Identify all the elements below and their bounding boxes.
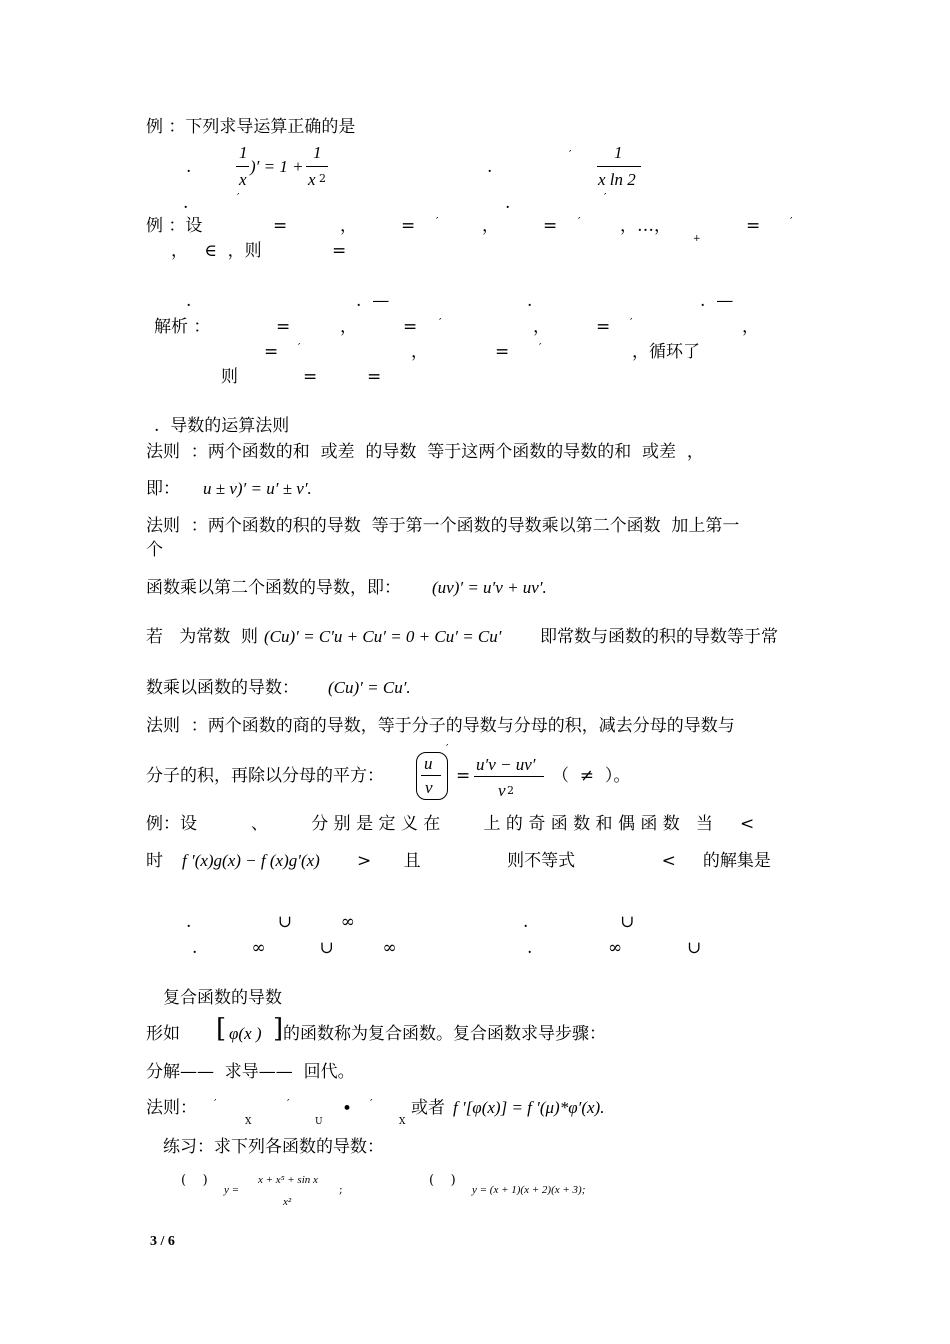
option-a-marker: .: [186, 291, 192, 311]
frac-denominator: x: [308, 170, 316, 189]
rule-3-text-line2: 分子的积，再除以分母的平方：: [146, 766, 384, 786]
comma: ，: [533, 317, 550, 337]
example-3-line2: > 且 则不等式 < 的解集是: [357, 851, 771, 871]
problem-1-y: y =: [224, 1184, 240, 1196]
comma: ，: [340, 216, 357, 236]
comma: ，: [411, 342, 428, 362]
subscript-plus: +: [693, 234, 701, 244]
rule-2-constant: 若 为常数 则: [146, 627, 259, 647]
prime-mark: ′: [446, 742, 449, 755]
subscript-u: U: [315, 1117, 323, 1127]
option-b-marker: .: [487, 157, 493, 177]
prime-mark: ′: [370, 1097, 373, 1110]
problem-1-denominator: x²: [283, 1196, 292, 1208]
option-c: . ∞ ∪ ∞: [192, 938, 397, 958]
right-bracket: ]: [273, 1014, 284, 1044]
example-3-formula: f ′(x)g(x) − f (x)g′(x): [182, 851, 320, 870]
equals-sign: =: [456, 766, 471, 786]
option-c-marker: .: [527, 291, 533, 311]
rule-1-label: 即：: [146, 479, 180, 499]
option-a-marker: .: [186, 157, 192, 177]
prime-mark: ′: [569, 148, 572, 161]
chain-rule-label: 法则：: [146, 1098, 197, 1118]
option-d: . ∞ ∪: [527, 938, 702, 958]
rule-2-text: 法则 ：两个函数的积的导数 等于第一个函数的导数乘以第二个函数 加上第一: [146, 516, 740, 536]
semicolon: ;: [339, 1183, 343, 1196]
example-3-line1: 例：设 、 分 别 是 定 义 在 上 的 奇 函 数 和 偶 函 数 当 <: [146, 814, 755, 834]
frac-numerator: 1: [313, 143, 322, 162]
equals-sign: =: [367, 367, 382, 387]
page-number: 3 / 6: [150, 1234, 175, 1249]
practice-heading: 练习：求下列各函数的导数：: [163, 1137, 384, 1157]
rule-3-text: 法则 ：两个函数的商的导数，等于分子的导数与分母的积，减去分母的导数与: [146, 716, 735, 736]
prime-mark: ′: [578, 215, 581, 228]
problem-2-formula: y = (x + 1)(x + 2)(x + 3);: [472, 1184, 586, 1196]
frac-denominator: x ln 2: [598, 170, 636, 189]
ellipsis: ，…，: [620, 216, 671, 236]
left-bracket: [: [216, 1014, 227, 1044]
problem-1-number: ( ): [181, 1173, 208, 1188]
rule-2-formula: (uv)′ = u′v + uv′.: [432, 578, 547, 597]
quotient-rule-numerator: u′v − uv′: [476, 755, 536, 774]
rule-1-formula: u ± v)′ = u′ ± v′.: [203, 479, 312, 498]
prime-mark: ′: [604, 191, 607, 204]
example-2-condition: ， ∈ ，则: [171, 241, 262, 261]
option-b: . ∪: [523, 912, 635, 932]
equals-sign: =: [332, 241, 347, 261]
equals-sign: =: [543, 216, 558, 236]
quotient-rule-denominator: v: [498, 781, 506, 800]
formula-text: )′ = 1 +: [250, 157, 304, 176]
option-d-marker: . —: [700, 291, 734, 311]
rule-1-text: 法则 ：两个函数的和 或差 的导数 等于这两个函数的导数的和 或差 ，: [146, 442, 704, 462]
composite-definition-text: 的函数称为复合函数。复合函数求导步骤：: [283, 1024, 606, 1044]
rule-2-continued: 个: [146, 540, 163, 560]
comma: ，: [482, 216, 499, 236]
problem-1-numerator: x + x⁵ + sin x: [258, 1174, 318, 1186]
fraction-bar: [421, 775, 441, 776]
equals-sign: =: [264, 342, 279, 362]
chain-rule-or: 或者: [411, 1098, 445, 1118]
prime-mark: ′: [790, 215, 793, 228]
option-d-marker: .: [505, 193, 511, 213]
composite-steps: 分解—— 求导—— 回代。: [146, 1062, 355, 1082]
chain-rule-formula: f ′[φ(x)] = f ′(μ)*φ′(x).: [453, 1098, 605, 1117]
prime-mark: ′: [214, 1097, 217, 1110]
example-2-title: 例 ：设: [146, 216, 203, 236]
rule-2-text-line3: 函数乘以第二个函数的导数，即：: [146, 578, 401, 598]
constant-formula-2: (Cu)′ = Cu′.: [328, 678, 411, 697]
solution-then: 则: [221, 367, 238, 387]
equals-sign: =: [273, 216, 288, 236]
fraction-bar: [474, 776, 544, 777]
fraction-bar: [597, 166, 641, 167]
example-1-title: 例 ：下列求导运算正确的是: [146, 117, 356, 137]
composite-form-label: 形如: [146, 1024, 180, 1044]
prime-mark: ′: [539, 341, 542, 354]
equals-sign: =: [303, 367, 318, 387]
section-heading: 复合函数的导数: [163, 988, 282, 1008]
equals-sign: =: [401, 216, 416, 236]
solution-label: 解析 ：: [154, 317, 211, 337]
quotient-numerator: u: [424, 754, 433, 773]
equals-sign: =: [495, 342, 510, 362]
option-b-marker: . —: [356, 291, 390, 311]
frac-numerator: 1: [239, 143, 248, 162]
comma: ，: [742, 317, 759, 337]
equals-sign: =: [276, 317, 291, 337]
multiply-dot: •: [342, 1099, 353, 1119]
problem-2-number: ( ): [429, 1173, 456, 1188]
equals-sign: =: [746, 216, 761, 236]
exponent: 2: [319, 172, 326, 185]
prime-mark: ′: [298, 341, 301, 354]
exponent: 2: [507, 784, 514, 797]
frac-numerator: 1: [614, 143, 623, 162]
fraction-bar: [306, 166, 328, 167]
subscript-x: X: [245, 1117, 252, 1127]
option-c-marker: .: [183, 193, 189, 213]
prime-mark: ′: [436, 215, 439, 228]
fraction-bar: [236, 166, 249, 167]
constant-text: 即常数与函数的积的导数等于常: [540, 627, 778, 647]
prime-mark: ′: [237, 191, 240, 204]
composite-inner-function: φ(x ): [229, 1024, 262, 1043]
quotient-condition: （ ≠ ）。: [552, 766, 631, 786]
section-heading: . 导数的运算法则: [154, 416, 290, 436]
frac-denominator: x: [239, 170, 247, 189]
prime-mark: ′: [630, 316, 633, 329]
comma: ，: [340, 317, 357, 337]
option-a: . ∪ ∞: [186, 912, 355, 932]
example-3-when: 时: [146, 851, 163, 871]
prime-mark: ′: [439, 316, 442, 329]
subscript-x: X: [399, 1117, 406, 1127]
equals-sign: =: [403, 317, 418, 337]
equals-sign: =: [596, 317, 611, 337]
quotient-denominator: v: [425, 778, 433, 797]
solution-cycle-text: ，循环了: [632, 342, 700, 362]
constant-formula: (Cu)′ = C′u + Cu′ = 0 + Cu′ = Cu′: [264, 627, 502, 646]
prime-mark: ′: [287, 1097, 290, 1110]
constant-text-line2: 数乘以函数的导数：: [146, 678, 299, 698]
